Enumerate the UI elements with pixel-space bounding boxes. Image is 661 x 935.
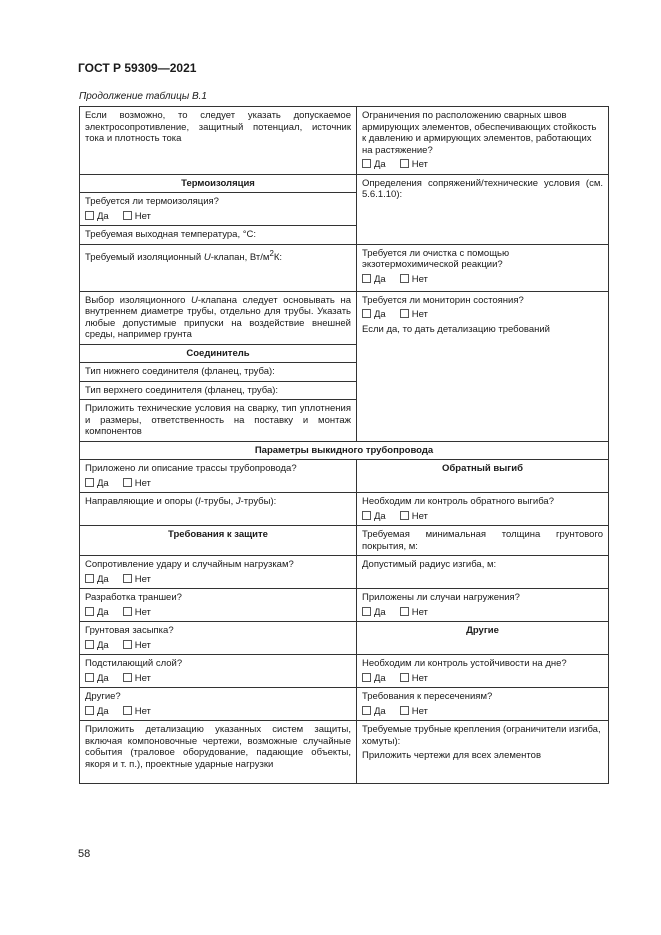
cell-thermo-q: Требуется ли термоизоляция? Да Нет (80, 193, 357, 226)
yes-no-check[interactable]: Да Нет (85, 574, 351, 586)
cell-electro: Если возможно, то следует указать допускаемое электросопротивление, защитный потенциал, источник тока и плотность тока (80, 107, 357, 175)
standard-number: ГОСТ Р 59309—2021 (78, 61, 197, 75)
cell-conn-upper: Тип верхнего соединителя (фланец, труба): (80, 381, 357, 400)
cell-stability: Необходим ли контроль устойчивости на дне? Да Нет (357, 655, 609, 688)
yes-no-check[interactable]: Да Нет (85, 640, 351, 652)
table-continuation-caption: Продолжение таблицы В.1 (79, 91, 207, 102)
yes-no-check[interactable]: Да Нет (362, 274, 603, 286)
page-number: 58 (78, 848, 91, 860)
cell-crossings: Требования к пересечениям? Да Нет (357, 688, 609, 721)
cell-weld-limits: Ограничения по расположению сварных швов армирующих элементов, обеспечивающих стойкость к давлению и армирующих элементов, работающих на растяжение? Да Нет (357, 107, 609, 175)
cell-route: Приложено ли описание трассы трубопровода? Да Нет (80, 460, 357, 493)
section-connector: Соединитель (80, 344, 357, 363)
cell-spec: Определения сопряжений/технические условия (см. 5.6.1.10): (357, 174, 609, 244)
yes-no-check[interactable]: Да Нет (362, 673, 603, 685)
yes-no-check[interactable]: Да Нет (85, 673, 351, 685)
cell-conn-lower: Тип нижнего соединителя (фланец, труба): (80, 363, 357, 382)
section-protection: Требования к защите (80, 526, 357, 556)
cell-exo: Требуется ли очистка с помощью экзотермохимической реакции? Да Нет (357, 244, 609, 291)
cell-guides: Направляющие и опоры (I-трубы, J-трубы): (80, 493, 357, 526)
requirements-table (79, 106, 609, 784)
cell-bend-control: Необходим ли контроль обратного выгиба? Да Нет (357, 493, 609, 526)
yes-no-check[interactable]: Да Нет (362, 607, 603, 619)
cell-protection-detail: Приложить детализацию указанных систем защиты, включая компоновочные чертежи, возможные случайные события (траловое оборудование, падающие объекты, якоря и т. п.), проектные ударные нагрузки (80, 721, 357, 784)
section-thermo: Термоизоляция (80, 174, 357, 193)
cell-impact: Сопротивление удару и случайным нагрузкам? Да Нет (80, 556, 357, 589)
yes-no-check[interactable]: Да Нет (362, 309, 603, 321)
yes-no-check[interactable]: Да Нет (85, 211, 351, 223)
yes-no-check[interactable]: Да Нет (362, 706, 603, 718)
yes-no-check[interactable]: Да Нет (85, 607, 351, 619)
cell-monitoring: Требуется ли мониторин состояния? Да Нет Если да, то дать детализацию требований (357, 291, 609, 441)
cell-bend-radius: Допустимый радиус изгиба, м: (357, 556, 609, 589)
cell-weld-spec: Приложить технические условия на сварку, тип уплотнения и размеры, ответственность на поставку и монтаж компонентов (80, 400, 357, 442)
cell-bedding: Подстилающий слой? Да Нет (80, 655, 357, 688)
cell-load-cases: Приложены ли случаи нагружения? Да Нет (357, 589, 609, 622)
cell-others: Другие? Да Нет (80, 688, 357, 721)
cell-out-temp: Требуемая выходная температура, °С: (80, 226, 357, 245)
section-pipeline: Параметры выкидного трубопровода (80, 441, 609, 460)
cell-ukl: Требуемый изоляционный U-клапан, $Вт/м^2К$: (80, 244, 357, 291)
cell-select-ukl: Выбор изоляционного U-клапана следует основывать на внутреннем диаметре трубы, отдельно для трубы. Указать любые допустимые припуски на воздействие внешней среды, например грунта (80, 291, 357, 344)
yes-no-check[interactable]: Да Нет (85, 478, 351, 490)
cell-backfill: Грунтовая засыпка? Да Нет (80, 622, 357, 655)
yes-no-check[interactable]: Да Нет (362, 511, 603, 523)
yes-no-check[interactable]: Да Нет (362, 159, 603, 171)
cell-trench: Разработка траншеи? Да Нет (80, 589, 357, 622)
cell-clamps: Требуемые трубные крепления (ограничители изгиба, хомуты): Приложить чертежи для всех элементов (357, 721, 609, 784)
section-other: Другие (357, 622, 609, 655)
section-reverse-bend: Обратный выгиб (357, 460, 609, 493)
yes-no-check[interactable]: Да Нет (85, 706, 351, 718)
cell-soil-cover: Требуемая минимальная толщина грунтового покрытия, м: (357, 526, 609, 556)
